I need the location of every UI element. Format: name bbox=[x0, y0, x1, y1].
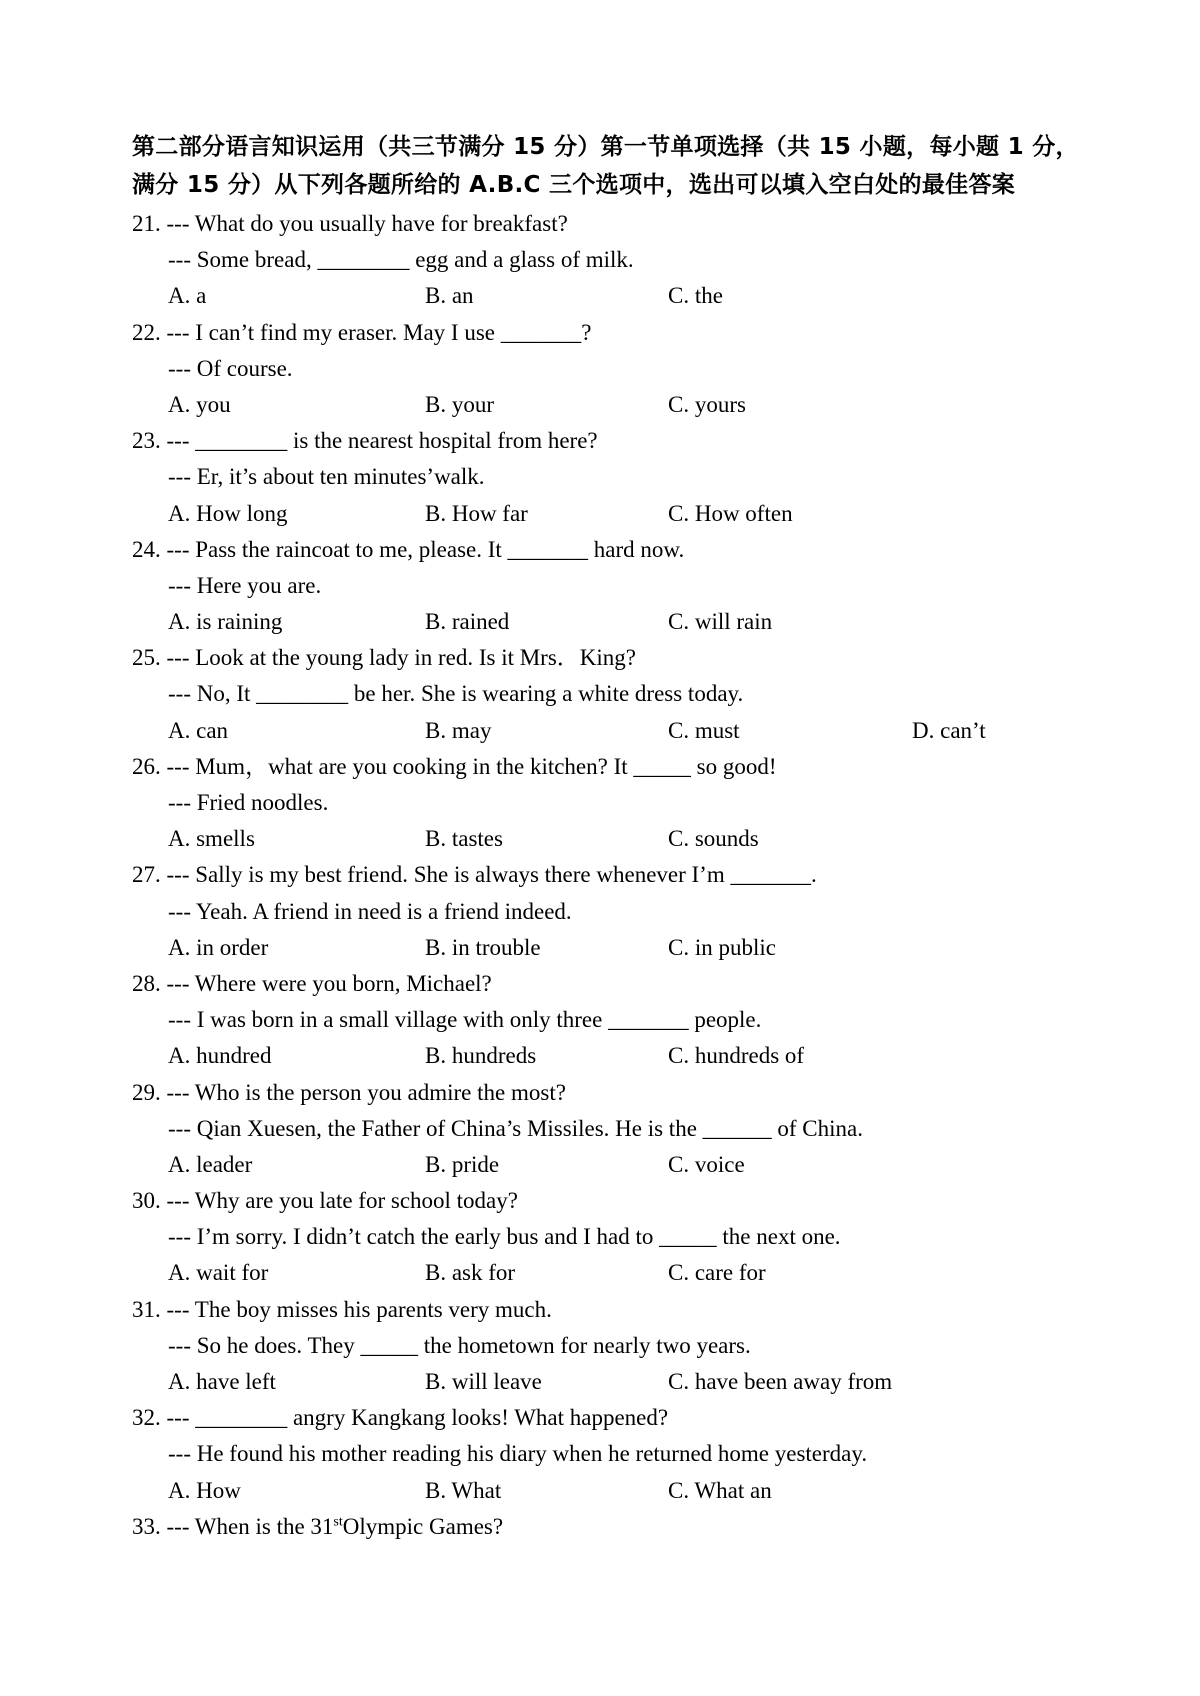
question-prompt bbox=[132, 1292, 1132, 1328]
option-c: C. yours bbox=[668, 391, 746, 417]
question-reply: --- Of course. bbox=[168, 355, 293, 381]
option-c: C. How often bbox=[668, 500, 793, 526]
question-item bbox=[132, 206, 1132, 315]
question-text: --- The boy misses his parents very much. bbox=[166, 1296, 552, 1322]
option-c: C. What an bbox=[668, 1477, 772, 1503]
option-c: C. will rain bbox=[668, 609, 773, 635]
question-number: 25. bbox=[132, 645, 161, 671]
option-a: A. How long bbox=[168, 500, 288, 526]
question-number: 30. bbox=[132, 1188, 161, 1214]
option-a: A. leader bbox=[168, 1151, 253, 1177]
option-a: A. have left bbox=[168, 1369, 276, 1394]
question-reply: --- So he does. They _____ the hometown for nearly two years. bbox=[168, 1332, 751, 1358]
option-c: C. voice bbox=[668, 1151, 745, 1177]
answer-options bbox=[132, 1364, 1132, 1400]
option-b: B. tastes bbox=[425, 826, 503, 852]
question-reply: --- Er, it’s about ten minutes’walk. bbox=[168, 464, 485, 490]
option-d: D. can’t bbox=[912, 717, 986, 743]
question-prompt bbox=[132, 1400, 1132, 1436]
question-prompt bbox=[132, 1075, 1132, 1111]
question-item bbox=[132, 1400, 1132, 1509]
question-number: 32. bbox=[132, 1405, 161, 1431]
option-a: A. you bbox=[168, 391, 231, 417]
answer-options bbox=[132, 930, 1132, 966]
question-reply: --- Here you are. bbox=[168, 572, 322, 598]
option-b: B. may bbox=[425, 717, 492, 743]
option-a: A. smells bbox=[168, 826, 255, 852]
option-b: B. rained bbox=[425, 609, 510, 635]
question-reply: --- I’m sorry. I didn’t catch the early bus and I had to _____ the next one. bbox=[168, 1224, 841, 1250]
question-item bbox=[132, 749, 1132, 858]
question-reply: --- Some bread, ________ egg and a glass of milk. bbox=[168, 247, 634, 273]
option-c: C. the bbox=[668, 283, 723, 309]
question-reply: --- Fried noodles. bbox=[168, 790, 329, 815]
option-c: C. have been away from bbox=[668, 1369, 893, 1394]
question-number: 24. bbox=[132, 536, 161, 562]
question-number: 22. bbox=[132, 319, 161, 345]
question-item bbox=[132, 1183, 1132, 1292]
question-item bbox=[132, 857, 1132, 966]
question-text: --- ________ is the nearest hospital from here? bbox=[166, 428, 598, 454]
answer-options bbox=[132, 1473, 1132, 1509]
question-text: --- When is the 31 bbox=[166, 1513, 334, 1539]
option-b: B. your bbox=[425, 391, 494, 417]
option-c: C. must bbox=[668, 717, 740, 743]
option-b: B. pride bbox=[425, 1151, 500, 1177]
section-header-line-1: 第二部分语言知识运用（共三节满分 15 分）第一节单项选择（共 15 小题，每小题 1 分， bbox=[132, 134, 1079, 160]
question-number: 21. bbox=[132, 211, 161, 236]
question-prompt bbox=[132, 640, 1132, 676]
question-prompt bbox=[132, 1183, 1132, 1219]
question-item bbox=[132, 423, 1132, 532]
question-prompt bbox=[132, 315, 1132, 351]
answer-options bbox=[132, 604, 1132, 640]
question-item bbox=[132, 1292, 1132, 1401]
ordinal-suffix: st bbox=[333, 1514, 343, 1530]
question-prompt bbox=[132, 749, 1132, 785]
answer-options bbox=[132, 713, 1132, 749]
answer-options bbox=[132, 1038, 1132, 1074]
question-reply: --- Qian Xuesen, the Father of China’s Missiles. He is the ______ of China. bbox=[168, 1115, 863, 1141]
answer-options bbox=[132, 821, 1132, 857]
section-header-line-2: 满分 15 分）从下列各题所给的 A.B.C 三个选项中，选出可以填入空白处的最佳答案 bbox=[132, 172, 1016, 198]
question-reply: --- I was born in a small village with only three _______ people. bbox=[168, 1007, 762, 1033]
question-number: 33. bbox=[132, 1513, 161, 1539]
question-text: --- Sally is my best friend. She is always there whenever I’m _______. bbox=[166, 862, 817, 888]
question-item bbox=[132, 315, 1132, 424]
option-b: B. an bbox=[425, 283, 474, 309]
option-a: A. is raining bbox=[168, 609, 283, 635]
option-a: A. hundred bbox=[168, 1043, 272, 1069]
question-reply: --- He found his mother reading his diary when he returned home yesterday. bbox=[168, 1441, 868, 1467]
question-item bbox=[132, 966, 1132, 1075]
question-text: --- Why are you late for school today? bbox=[166, 1188, 518, 1214]
question-prompt bbox=[132, 532, 1132, 568]
question-list bbox=[132, 206, 1132, 1545]
question-number: 28. bbox=[132, 970, 161, 996]
answer-options bbox=[132, 1147, 1132, 1183]
option-a: A. How bbox=[168, 1477, 241, 1503]
question-text: --- Mum，what are you cooking in the kitchen? It _____ so good! bbox=[166, 753, 777, 779]
question-number: 31. bbox=[132, 1296, 161, 1322]
question-number: 29. bbox=[132, 1079, 161, 1105]
answer-options bbox=[132, 278, 1132, 314]
option-b: B. What bbox=[425, 1477, 502, 1503]
option-a: A. a bbox=[168, 283, 207, 309]
option-c: C. hundreds of bbox=[668, 1043, 805, 1069]
question-prompt bbox=[132, 206, 1132, 242]
question-prompt bbox=[132, 857, 1132, 893]
option-b: B. ask for bbox=[425, 1260, 516, 1286]
question-item bbox=[132, 532, 1132, 641]
question-number: 23. bbox=[132, 428, 161, 454]
question-prompt bbox=[132, 966, 1132, 1002]
option-b: B. How far bbox=[425, 500, 528, 526]
question-text: --- ________ angry Kangkang looks! What happened? bbox=[166, 1405, 669, 1431]
option-c: C. care for bbox=[668, 1260, 766, 1286]
option-a: A. can bbox=[168, 717, 229, 743]
question-text-end: Olympic Games? bbox=[342, 1513, 504, 1539]
question-text: --- What do you usually have for breakfast? bbox=[166, 211, 568, 236]
question-text: --- I can’t find my eraser. May I use _______? bbox=[166, 319, 592, 345]
question-reply: --- Yeah. A friend in need is a friend indeed. bbox=[168, 898, 572, 924]
question-reply: --- No, It ________ be her. She is wearing a white dress today. bbox=[168, 681, 744, 707]
answer-options bbox=[132, 1255, 1132, 1291]
question-text: --- Pass the raincoat to me, please. It _______ hard now. bbox=[166, 536, 685, 562]
question-text: --- Look at the young lady in red. Is it Mrs．King? bbox=[166, 645, 636, 671]
option-c: C. in public bbox=[668, 934, 776, 960]
option-b: B. hundreds bbox=[425, 1043, 537, 1069]
question-text: --- Who is the person you admire the most? bbox=[166, 1079, 566, 1105]
question-item bbox=[132, 1075, 1132, 1184]
option-a: A. wait for bbox=[168, 1260, 269, 1286]
option-b: B. in trouble bbox=[425, 934, 541, 960]
answer-options bbox=[132, 387, 1132, 423]
question-prompt bbox=[132, 1509, 1132, 1545]
section-header bbox=[132, 128, 1092, 204]
option-b: B. will leave bbox=[425, 1369, 542, 1394]
question-number: 26. bbox=[132, 753, 161, 779]
question-item bbox=[132, 640, 1132, 749]
question-prompt bbox=[132, 423, 1132, 459]
question-text: --- Where were you born, Michael? bbox=[166, 970, 492, 996]
option-a: A. in order bbox=[168, 934, 269, 960]
option-c: C. sounds bbox=[668, 826, 759, 852]
question-number: 27. bbox=[132, 862, 161, 888]
question-item bbox=[132, 1509, 1132, 1545]
answer-options bbox=[132, 496, 1132, 532]
